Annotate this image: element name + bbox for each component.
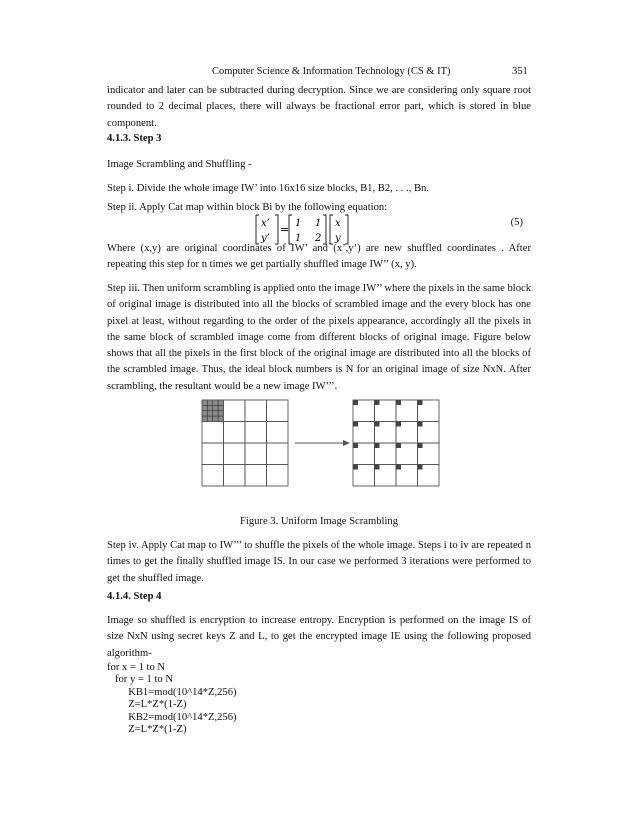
scrambled-pixel bbox=[353, 465, 358, 470]
block-pixel bbox=[207, 411, 212, 416]
section-heading-step3: 4.1.3. Step 3 bbox=[107, 133, 162, 144]
scrambled-pixel bbox=[375, 465, 380, 470]
code-line: for x = 1 to N bbox=[107, 662, 166, 673]
block-pixel bbox=[218, 416, 223, 421]
lhs-y-prime: y’ bbox=[261, 233, 270, 244]
intro-paragraph: indicator and later can be subtracted during decryption. Since we are considering only square root rounded to 2 decimal places, there will always be fractional error part, which is stored in blue component. bbox=[107, 85, 531, 129]
grid-cell bbox=[267, 422, 289, 444]
block-pixel bbox=[207, 416, 212, 421]
code-line: for y = 1 to N bbox=[107, 674, 173, 686]
rhs-y: y bbox=[335, 233, 341, 244]
step-iv-block bbox=[107, 538, 531, 587]
grid-cell bbox=[224, 443, 246, 465]
block-pixel bbox=[218, 411, 223, 416]
scrambled-pixel bbox=[353, 443, 358, 448]
step4-block bbox=[107, 613, 531, 662]
grid-cell bbox=[224, 400, 246, 422]
step3-heading-block bbox=[107, 131, 531, 147]
uniform-scrambling-figure bbox=[200, 398, 443, 488]
running-title: Computer Science & Information Technology (CS & IT) bbox=[212, 66, 451, 77]
algorithm-code-block bbox=[107, 662, 237, 736]
code-line: KB2=mod(10^14*Z,256) bbox=[107, 711, 237, 723]
grid-cell bbox=[245, 400, 267, 422]
intro-block bbox=[107, 83, 531, 132]
scramble-arrow-head bbox=[343, 440, 350, 446]
scrambled-pixel bbox=[353, 422, 358, 427]
block-pixel bbox=[218, 405, 223, 410]
grid-cell bbox=[245, 443, 267, 465]
matrix-m21: 1 bbox=[295, 233, 302, 244]
block-pixel bbox=[202, 416, 207, 421]
scrambled-pixel bbox=[396, 465, 401, 470]
grid-cell bbox=[267, 443, 289, 465]
grid-cell bbox=[202, 422, 224, 444]
section-heading-step4: 4.1.4. Step 4 bbox=[107, 591, 162, 602]
rhs-x: x bbox=[335, 218, 341, 229]
step-iv-paragraph: Step iv. Apply Cat map to IW’’’ to shuffle the pixels of the whole image. Steps i to iv are repeated n times to get the finally shuffled image IS. In our case we performed 3 iterations were performed to get the shuffled image. bbox=[107, 540, 531, 584]
block-pixel bbox=[207, 405, 212, 410]
code-line: Z=L*Z*(1-Z) bbox=[107, 724, 187, 736]
step-ii-text: Step ii. Apply Cat map within block Bi by the following equation: bbox=[107, 201, 388, 213]
block-pixel bbox=[202, 405, 207, 410]
equals-sign: = bbox=[280, 223, 290, 236]
equation-number: (5) bbox=[510, 217, 523, 228]
scrambled-pixel bbox=[418, 465, 423, 470]
step-iii-paragraph: Step iii. Then uniform scrambling is applied onto the image IW’’ where the pixels in the same block of original image is distributed into all the blocks of scrambled image and the every block has one pixel at least, without regarding to the order of the pixels appearance, accordingly all the pixels in the same block of scrambled image come from different blocks of original image. Figure below shows that all the pixels in the first block of the original image are distributed into all the blocks of the scrambled image. Thus, the ideal block numbers is N for an original image of size NxN. After scrambling, the resultant would be a new image IW’’’. bbox=[107, 283, 531, 392]
code-line: KB1=mod(10^14*Z,256) bbox=[107, 686, 237, 698]
grid-cell bbox=[267, 465, 289, 487]
grid-cell bbox=[224, 422, 246, 444]
block-pixel bbox=[213, 405, 218, 410]
block-pixel bbox=[213, 400, 218, 405]
block-pixel bbox=[213, 416, 218, 421]
scrambled-pixel bbox=[375, 400, 380, 405]
code-line: Z=L*Z*(1-Z) bbox=[107, 699, 187, 711]
block-pixel bbox=[213, 411, 218, 416]
scrambled-pixel bbox=[396, 422, 401, 427]
step4-paragraph: Image so shuffled is encryption to increase entropy. Encryption is performed on the image IS of size NxN using secret keys Z and L, to get the encrypted image IE using the following proposed algorithm- bbox=[107, 615, 531, 659]
figure-caption: Figure 3. Uniform Image Scrambling bbox=[240, 516, 398, 527]
grid-cell bbox=[202, 443, 224, 465]
lhs-x-prime: x’ bbox=[261, 218, 270, 229]
scrambled-pixel bbox=[418, 400, 423, 405]
scrambled-image-grid bbox=[353, 400, 439, 486]
grid-cell bbox=[245, 422, 267, 444]
scrambled-pixel bbox=[418, 422, 423, 427]
grid-cell bbox=[224, 465, 246, 487]
step3-block bbox=[107, 157, 531, 216]
grid-cell bbox=[245, 465, 267, 487]
block-pixel bbox=[202, 400, 207, 405]
matrix-m12: 1 bbox=[315, 218, 322, 229]
scrambled-pixel bbox=[353, 400, 358, 405]
scrambled-pixel bbox=[375, 422, 380, 427]
grid-cell bbox=[202, 465, 224, 487]
where-paragraph: Where (x,y) are original coordinates of IW’ and (x’,y’) are new shuffled coordinates . After repeating this step for n times we get partially shuffled image IW’’ (x, y). bbox=[107, 243, 531, 271]
step-i-text: Step i. Divide the whole image IW’ into 16x16 size blocks, B1, B2, . . ., Bn. bbox=[107, 183, 429, 195]
matrix-m22: 2 bbox=[315, 233, 322, 244]
matrix-m11: 1 bbox=[295, 218, 302, 229]
scrambled-pixel bbox=[396, 400, 401, 405]
scrambled-pixel bbox=[396, 443, 401, 448]
step-iii-block bbox=[107, 281, 531, 395]
block-pixel bbox=[202, 411, 207, 416]
scrambled-pixel bbox=[418, 443, 423, 448]
page-number: 351 bbox=[512, 66, 528, 77]
original-image-grid bbox=[202, 400, 288, 486]
scrambled-pixel bbox=[375, 443, 380, 448]
grid-cell bbox=[267, 400, 289, 422]
block-pixel bbox=[207, 400, 212, 405]
where-block bbox=[107, 241, 531, 274]
step4-heading-block bbox=[107, 589, 531, 605]
step3-title: Image Scrambling and Shuffling - bbox=[107, 159, 252, 170]
block-pixel bbox=[218, 400, 223, 405]
